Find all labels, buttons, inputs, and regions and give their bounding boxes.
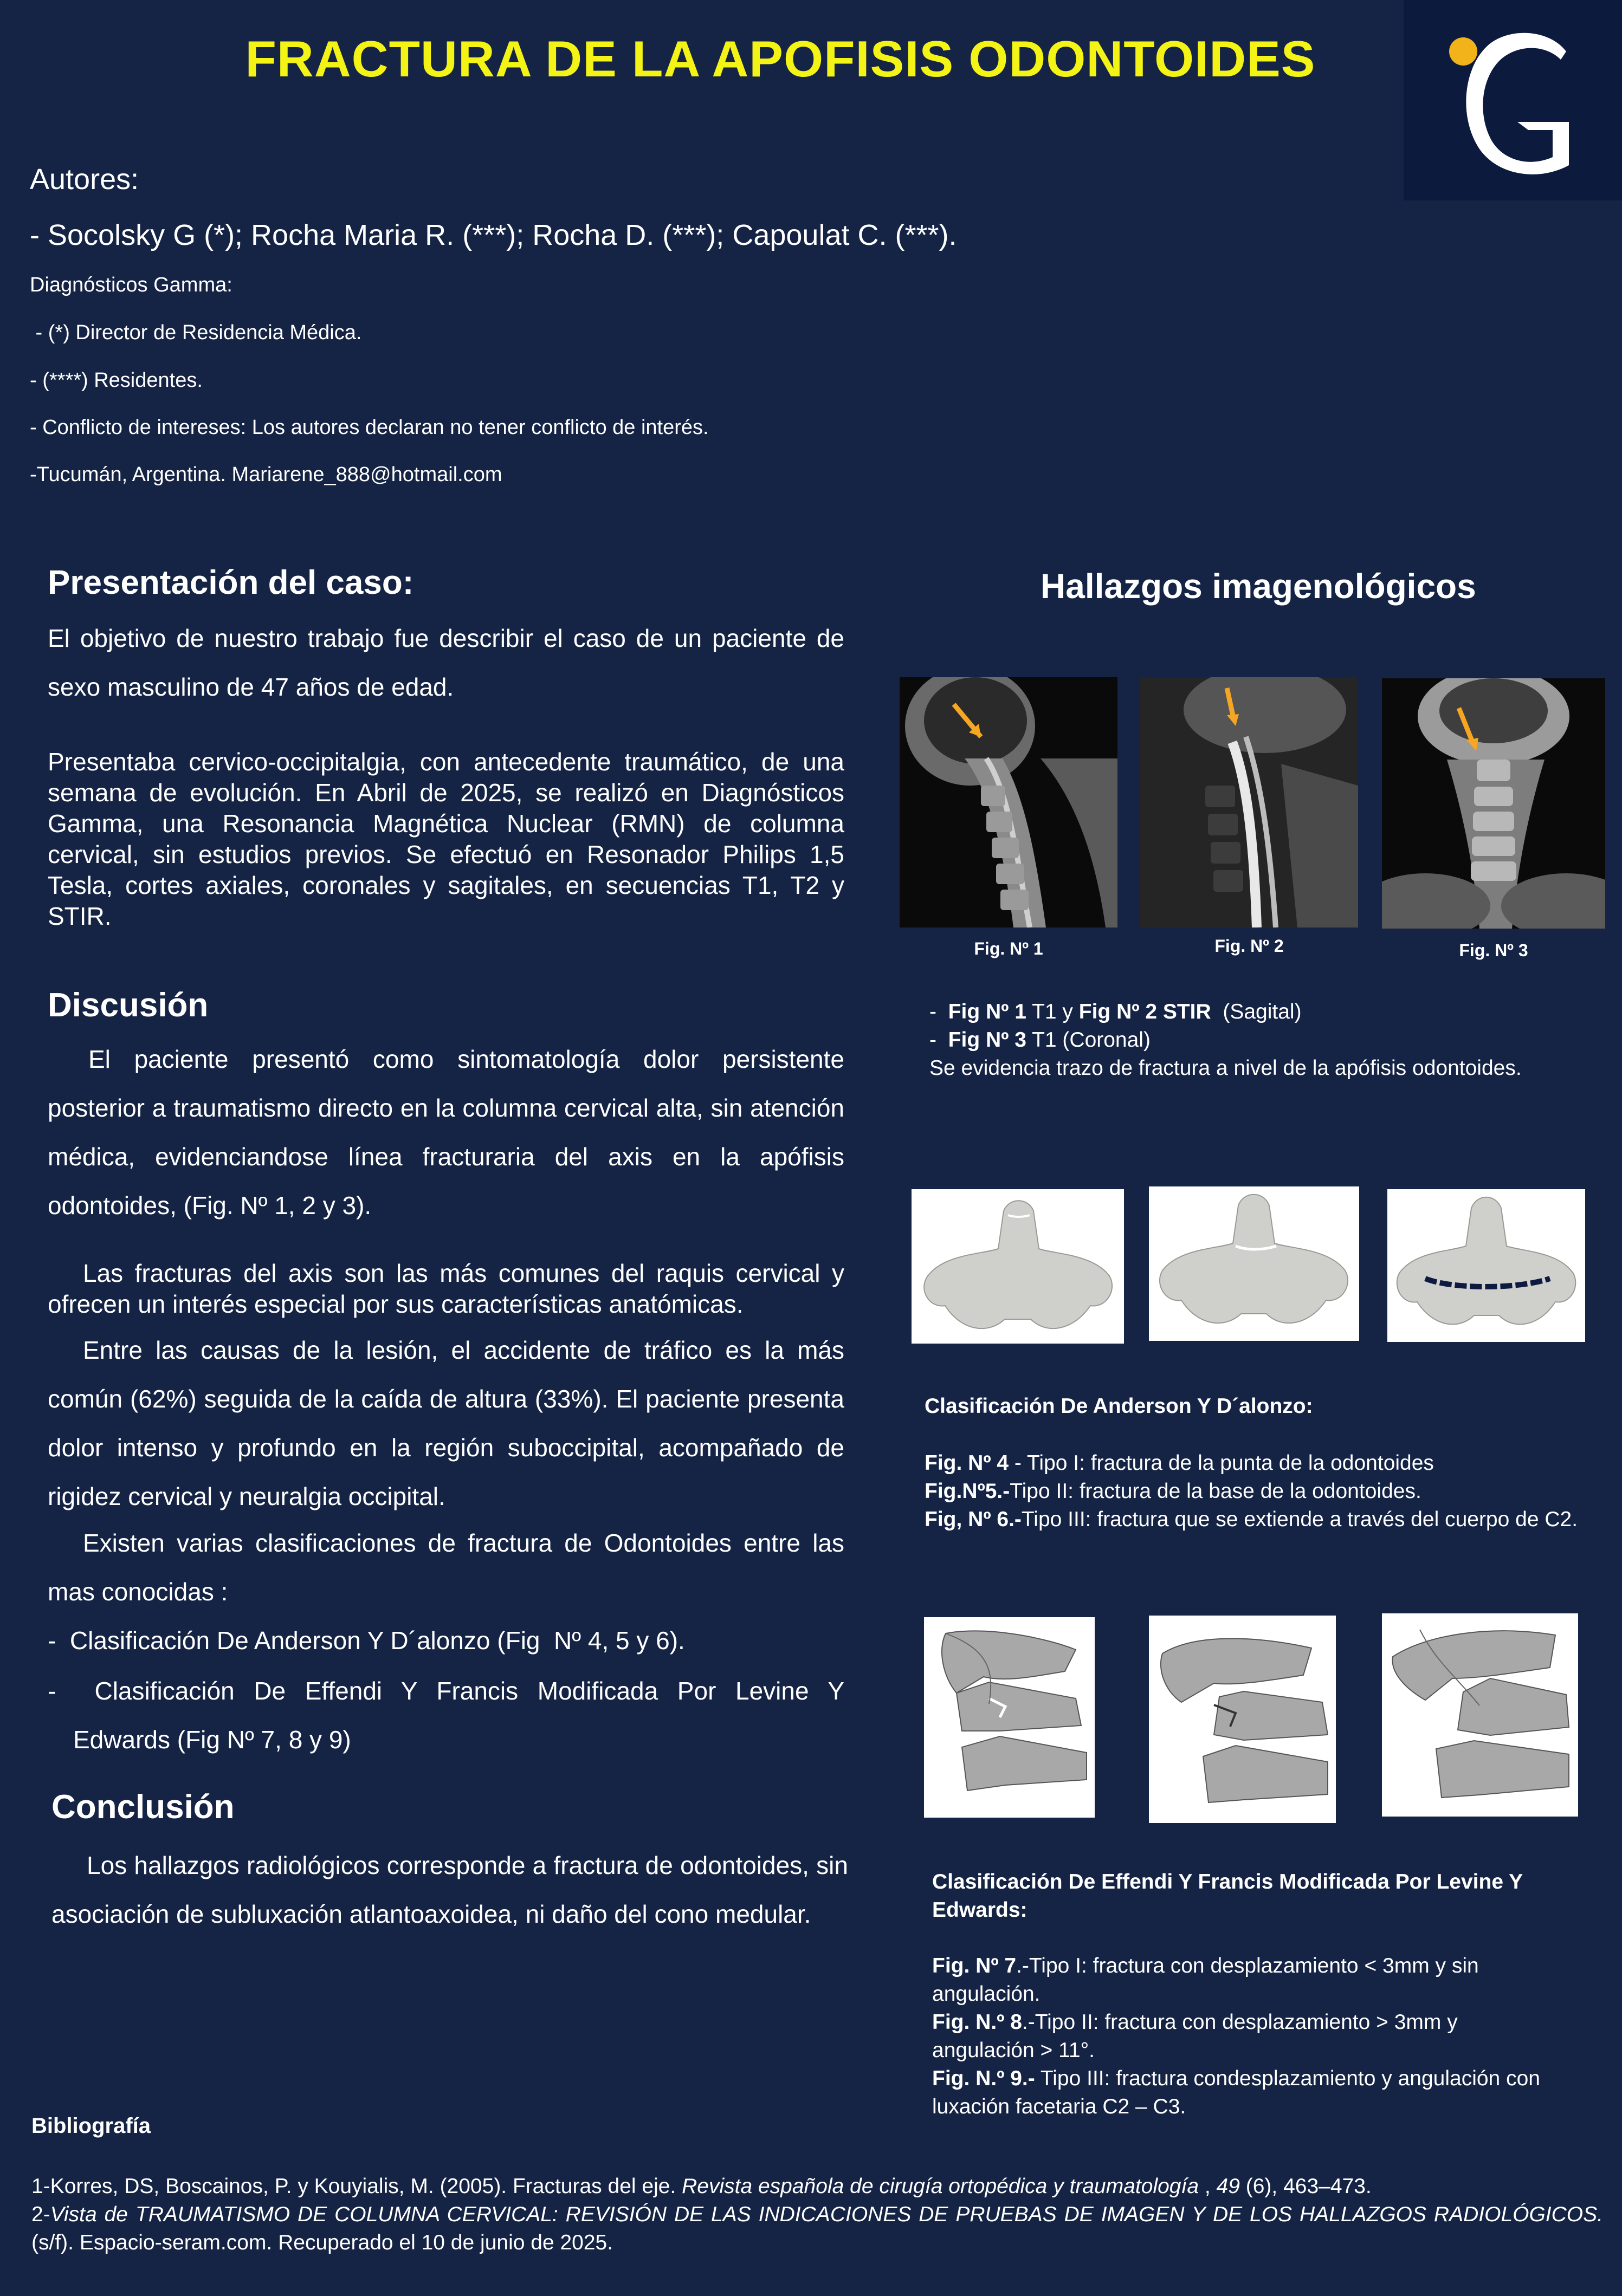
effendi-heading: Clasificación De Effendi Y Francis Modificada Por Levine Y Edwards: xyxy=(932,1870,1523,1922)
discusion-p3: Entre las causas de la lesión, el accidente de tráfico es la más común (62%) seguida de la caída de altura (33%). El paciente presenta dolor intenso y profundo en la región suboccipital, acompañado de rigidez cervical y neuralgia occipital. xyxy=(48,1336,844,1510)
discusion-p1: El paciente presentó como sintomatología dolor persistente posterior a traumatismo directo en la columna cervical alta, sin atención médica, evidenciandose línea fracturaria del axis en la apófisis odontoides, (Fig. Nº 1, 2 y 3). xyxy=(48,1045,844,1220)
fig-ref: Fig. N.º 9.- xyxy=(932,2067,1035,2090)
affiliation-line: - (****) Residentes. xyxy=(30,369,203,392)
affiliation-line: Diagnósticos Gamma: xyxy=(30,274,232,296)
fig-ref-text: .-Tipo I: fractura con desplazamiento < 3mm y sin angulación. xyxy=(932,1954,1479,2006)
hangman-type-1-diagram xyxy=(924,1617,1095,1818)
anderson-fig5 xyxy=(925,1477,1421,1506)
hallazgos-evidence: Se evidencia trazo de fractura a nivel de la apófisis odontoides. xyxy=(929,1056,1522,1080)
ref-journal: Revista española de cirugía ortopédica y traumatología xyxy=(682,2175,1199,2198)
fig-ref: Fig Nº 2 STIR xyxy=(1078,1000,1211,1023)
fig-ref-text: T1 (Coronal) xyxy=(1026,1028,1151,1052)
affiliation-line: - Conflicto de intereses: Los autores declaran no tener conflicto de interés. xyxy=(30,416,709,439)
list-dash: - xyxy=(929,1000,936,1023)
odontoid-type-2-diagram xyxy=(1149,1186,1359,1341)
discusion-p2: Las fracturas del axis son las más comunes del raquis cervical y ofrecen un interés especial por sus características anatómicas. xyxy=(48,1259,844,1318)
page-title: FRACTURA DE LA APOFISIS ODONTOIDES xyxy=(245,30,1316,87)
classification-item: - Clasificación De Effendi Y Francis Modificada Por Levine Y xyxy=(48,1677,844,1705)
mri-coronal-t1-image xyxy=(1382,678,1605,929)
g-logo-icon xyxy=(1404,0,1622,200)
fig-ref: Fig. Nº 7 xyxy=(932,1954,1017,1977)
list-dash: - xyxy=(929,1028,936,1052)
classification-item: - Clasificación De Anderson Y D´alonzo (Fig Nº 4, 5 y 6). xyxy=(48,1626,685,1655)
affiliation-line: - (*) Director de Residencia Médica. xyxy=(30,321,362,344)
effendi-fig7 xyxy=(932,1952,1545,2008)
ref-text: (s/f). Espacio-seram.com. Recuperado el 10 de junio de 2025. xyxy=(31,2231,613,2254)
fig-ref: Fig Nº 3 xyxy=(948,1028,1026,1052)
mri-sagittal-stir-image xyxy=(1140,677,1358,928)
ref-text: , xyxy=(1199,2175,1217,2198)
effendi-fig9 xyxy=(932,2065,1577,2121)
fig-ref-text: Tipo II: fractura de la base de la odontoides. xyxy=(1010,1480,1421,1503)
fig-ref: Fig. N.º 8 xyxy=(932,2010,1022,2034)
hallazgos-heading: Hallazgos imagenológicos xyxy=(1041,567,1476,606)
hangman-type-3-diagram xyxy=(1382,1613,1578,1817)
bibliography-ref-2 xyxy=(31,2201,1603,2257)
affiliation-line: -Tucumán, Argentina. Mariarene_888@hotmail.com xyxy=(30,463,502,486)
anderson-fig6 xyxy=(925,1506,1586,1534)
hallazgos-line-2 xyxy=(929,1026,1151,1054)
authors-names: - Socolsky G (*); Rocha Maria R. (***); Rocha D. (***); Capoulat C. (***). xyxy=(30,219,957,251)
ref-volume: 49 xyxy=(1216,2175,1240,2198)
hallazgos-line-1 xyxy=(929,998,1302,1026)
fig-caption: Fig. Nº 1 xyxy=(974,939,1043,958)
fig-ref-text: .-Tipo II: fractura con desplazamiento > 3mm y angulación > 11°. xyxy=(932,2010,1458,2062)
fig-ref-text: T1 y xyxy=(1026,1000,1079,1023)
effendi-fig8 xyxy=(932,2008,1545,2065)
bibliography-ref-1 xyxy=(31,2172,1603,2201)
presentacion-p2: Presentaba cervico-occipitalgia, con antecedente traumático, de una semana de evolución. En Abril de 2025, se realizó en Diagnósticos Gamma, una Resonancia Magnética Nuclear (RMN) de columna cervical, sin estudios previos. Se efectuó en Resonador Philips 1,5 Tesla, cortes axiales, coronales y sagitales, en secuencias T1, T2 y STIR. xyxy=(48,748,844,930)
odontoid-type-3-diagram xyxy=(1387,1189,1585,1342)
presentacion-p1: El objetivo de nuestro trabajo fue describir el caso de un paciente de sexo masculino de 47 años de edad. xyxy=(48,624,844,701)
discusion-p4: Existen varias clasificaciones de fractura de Odontoides entre las mas conocidas : xyxy=(48,1529,844,1606)
anderson-fig4 xyxy=(925,1449,1434,1477)
conclusion-heading: Conclusión xyxy=(51,1788,235,1826)
bibliography-heading: Bibliografía xyxy=(31,2114,151,2138)
classification-item: Edwards (Fig Nº 7, 8 y 9) xyxy=(73,1726,351,1754)
fig-ref: Fig.Nº5.- xyxy=(925,1480,1010,1503)
ref-text: 1-Korres, DS, Boscainos, P. y Kouyialis, M. (2005). Fracturas del eje. xyxy=(31,2175,682,2198)
fig-ref-text: (Sagital) xyxy=(1211,1000,1302,1023)
anderson-heading: Clasificación De Anderson Y D´alonzo: xyxy=(925,1395,1313,1418)
fig-ref-text: - Tipo I: fractura de la punta de la odontoides xyxy=(1009,1451,1434,1475)
ref-title: Vista de TRAUMATISMO DE COLUMNA CERVICAL: REVISIÓN DE LAS INDICACIONES DE PRUEBAS DE IMAGEN Y DE LOS HALLAZGOS RADIOLÓGICOS. xyxy=(50,2203,1603,2226)
fig-ref-text: Tipo III: fractura condesplazamiento y angulación con luxación facetaria C2 – C3. xyxy=(932,2067,1540,2118)
odontoid-type-1-diagram xyxy=(912,1189,1124,1344)
fig-ref: Fig, Nº 6.- xyxy=(925,1508,1022,1531)
fig-caption: Fig. Nº 2 xyxy=(1214,936,1284,956)
hangman-type-2-diagram xyxy=(1149,1616,1336,1823)
authors-heading: Autores: xyxy=(30,163,139,196)
conclusion-p1: Los hallazgos radiológicos corresponde a fractura de odontoides, sin asociación de subluxación atlantoaxoidea, ni daño del cono medular. xyxy=(51,1851,848,1928)
mri-sagittal-t1-image xyxy=(900,677,1117,928)
fig-caption: Fig. Nº 3 xyxy=(1459,941,1528,960)
ref-text: 2- xyxy=(31,2203,50,2226)
fig-ref-text: Tipo III: fractura que se extiende a través del cuerpo de C2. xyxy=(1021,1508,1578,1531)
fig-ref: Fig. Nº 4 xyxy=(925,1451,1009,1475)
ref-text: (6), 463–473. xyxy=(1239,2175,1372,2198)
presentacion-heading: Presentación del caso: xyxy=(48,564,414,601)
fig-ref: Fig Nº 1 xyxy=(948,1000,1026,1023)
discusion-heading: Discusión xyxy=(48,987,209,1024)
